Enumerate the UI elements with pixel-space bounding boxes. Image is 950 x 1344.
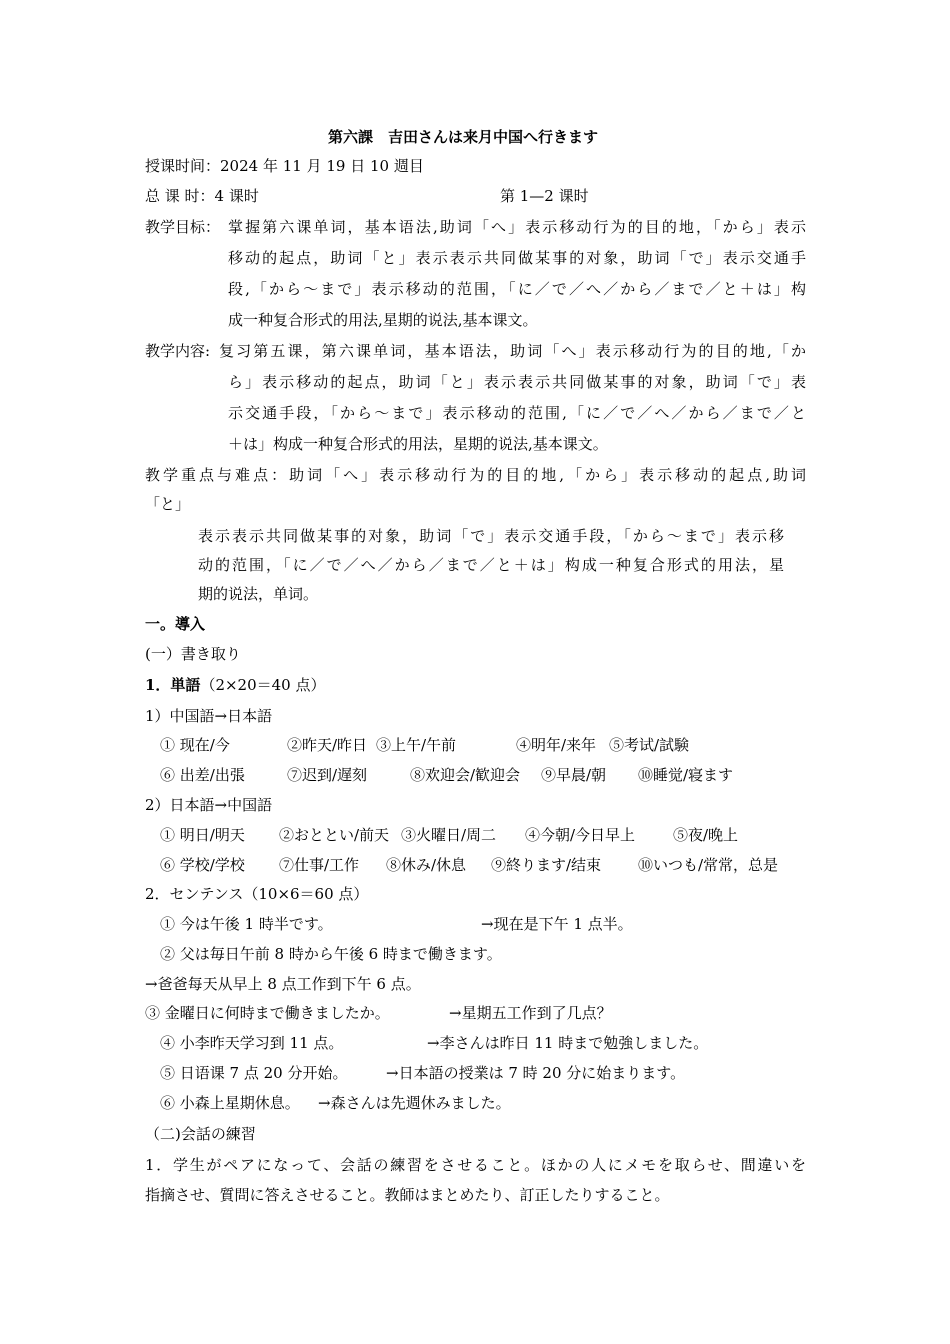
subsection-heading: (一）書き取り — [145, 645, 241, 663]
key-points-line: 「と」 — [145, 495, 191, 513]
vocab-item: ⑥ 学校/学校 — [160, 856, 245, 874]
vocab-item: ⑤考试/試験 — [609, 736, 690, 754]
vocab-item: ⑦迟到/遅刻 — [287, 766, 368, 784]
practice-line: 1．学生がペアになって、会話の練習をさせること。ほかの人にメモを取らせ、間違いを — [145, 1156, 806, 1174]
jp-to-cn-label: 2）日本語→中国語 — [145, 796, 273, 814]
sentences-score: （10×6＝60 点） — [243, 885, 369, 903]
key-points-line: 期的说法，单词。 — [198, 585, 319, 603]
sentence-answer: →现在是下午 1 点半。 — [481, 915, 633, 933]
sentence-question: ⑥ 小森上星期休息。 — [160, 1094, 300, 1112]
sentence-answer: →星期五工作到了几点？ — [449, 1004, 612, 1022]
objectives-line: 移动的起点，助词「と」表示表示共同做某事的对象，助词「で」表示交通手 — [228, 249, 806, 267]
content-line: ＋は」构成一种复合形式的用法，星期的说法,基本课文。 — [228, 435, 608, 453]
vocab-item: ⑨早晨/朝 — [541, 766, 607, 784]
sentence-question: ③ 金曜日に何時まで働きましたか。 — [145, 1004, 390, 1022]
sentence-answer: →森さんは先週休みました。 — [318, 1094, 511, 1112]
key-points-line: 教学重点与难点：助词「へ」表示移动行为的目的地,「から」表示移动的起点,助词 — [145, 466, 806, 484]
date-label: 授课时间： — [145, 157, 221, 175]
vocab-item: ⑨終ります/结束 — [491, 856, 602, 874]
sentence-question: ⑤ 日语课 7 点 20 分开始。 — [160, 1064, 348, 1082]
vocab-item: ⑤夜/晚上 — [673, 826, 739, 844]
hours-value: 4 课时 — [214, 187, 259, 205]
sentence-answer: →日本語の授業は 7 時 20 分に始まります。 — [386, 1064, 686, 1082]
cn-to-jp-label: 1）中国語→日本語 — [145, 707, 273, 725]
words-score: （2×20＝40 点） — [200, 676, 326, 694]
key-points-line: 动的范围，「に／で／へ／から／まで／と＋は」构成一种复合形式的用法，星 — [198, 556, 784, 574]
vocab-item: ① 明日/明天 — [160, 826, 245, 844]
content-line: ら」表示移动的起点，助词「と」表示表示共同做某事的对象，助词「で」表 — [228, 373, 806, 391]
objectives-line: 成一种复合形式的用法,星期的说法,基本课文。 — [228, 311, 538, 329]
session-label: 第 1—2 课时 — [500, 187, 589, 205]
content-label: 教学内容: — [145, 342, 211, 360]
subsection-heading: （二)会話の練習 — [145, 1125, 256, 1143]
sentence-question: ④ 小李昨天学习到 11 点。 — [160, 1034, 344, 1052]
hours-label: 总 课 时： — [145, 187, 215, 205]
date-value: 2024 年 11 月 19 日 10 週目 — [220, 157, 424, 175]
lesson-title: 第六課 吉田さんは来月中国へ行きます — [328, 128, 599, 146]
objectives-label: 教学目标： — [145, 218, 221, 236]
content-line: 示交通手段，「から～まで」表示移动的范围,「に／で／へ／から／まで／と — [228, 404, 806, 422]
sentences-heading-title: 2．センテンス — [145, 885, 244, 903]
vocab-item: ③火曜日/周二 — [401, 826, 497, 844]
key-points-line: 表示表示共同做某事的对象，助词「で」表示交通手段，「から～まで」表示移 — [198, 527, 784, 545]
date-line — [145, 156, 424, 176]
sentence-answer: →李さんは昨日 11 時まで勉強しました。 — [427, 1034, 709, 1052]
hours-line — [145, 186, 259, 206]
objectives-line: 掌握第六课单词，基本语法,助词「へ」表示移动行为的目的地，「から」表示 — [228, 218, 806, 236]
sentences-heading — [145, 884, 368, 904]
vocab-item: ⑧欢迎会/歓迎会 — [410, 766, 521, 784]
vocab-item: ⑧休み/休息 — [386, 856, 467, 874]
vocab-item: ⑦仕事/工作 — [279, 856, 360, 874]
section-heading: 一。導入 — [145, 615, 206, 633]
vocab-item: ②おととい/前天 — [279, 826, 390, 844]
practice-line: 指摘させ、質問に答えさせること。教師はまとめたり、訂正したりすること。 — [145, 1186, 670, 1204]
objectives-line: 段,「から～まで」表示移动的范围，「に／で／へ／から／まで／と＋は」构 — [228, 280, 806, 298]
vocab-item: ④明年/来年 — [516, 736, 597, 754]
vocab-item: ① 现在/今 — [160, 736, 230, 754]
vocab-item: ⑥ 出差/出張 — [160, 766, 245, 784]
sentence-question: ① 今は午後 1 時半です。 — [160, 915, 333, 933]
words-heading — [145, 675, 326, 695]
sentence-question: ② 父は毎日午前 8 時から午後 6 時まで働きます。 — [160, 945, 502, 963]
sentence-answer: →爸爸每天从早上 8 点工作到下午 6 点。 — [145, 975, 421, 993]
vocab-item: ④今朝/今日早上 — [525, 826, 636, 844]
vocab-item: ⑩いつも/常常，总是 — [638, 856, 779, 874]
vocab-item: ③上午/午前 — [376, 736, 457, 754]
vocab-item: ⑩睡觉/寝ます — [638, 766, 734, 784]
content-line: 复习第五课，第六课单词，基本语法，助词「へ」表示移动行为的目的地,「か — [219, 342, 806, 360]
vocab-item: ②昨天/昨日 — [287, 736, 368, 754]
words-heading-title: 1．単語 — [145, 676, 201, 694]
